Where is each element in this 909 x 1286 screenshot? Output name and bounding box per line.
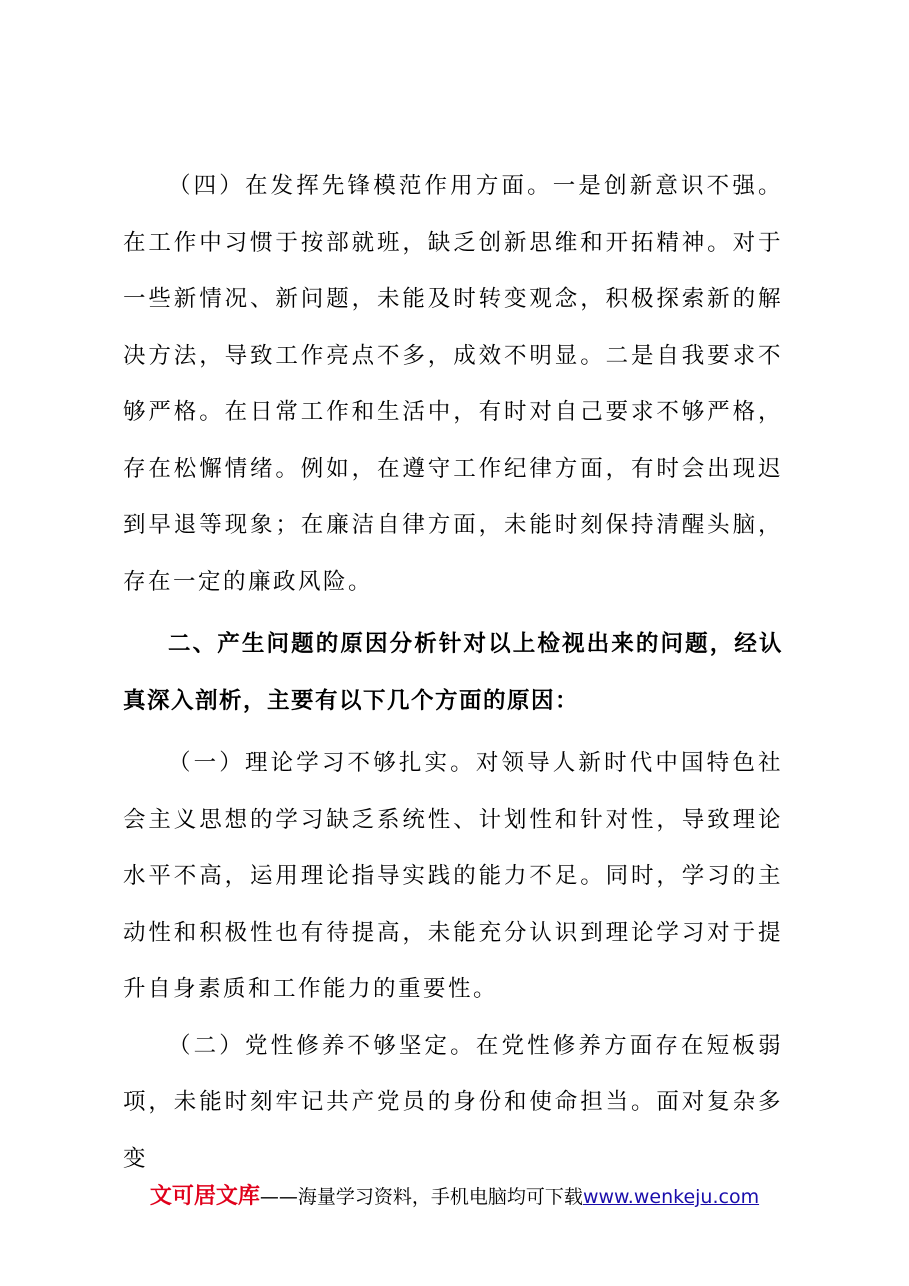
paragraph-theory-study: （一）理论学习不够扎实。对领导人新时代中国特色社会主义思想的学习缺乏系统性、计划性和针对性，导致理论水平不高，运用理论指导实践的能力不足。同时，学习的主动性和积极性也有待提高，未能充分认识到理论学习对于提升自身素质和工作能力的重要性。: [123, 750, 783, 1002]
section-heading-cause-analysis: 二、产生问题的原因分析针对以上检视出来的问题，经认真深入剖析，主要有以下几个方面的原因：: [123, 631, 783, 714]
footer-slogan: 海量学习资料，手机电脑均可下载: [297, 1186, 583, 1208]
footer-brand: 文可居文库: [149, 1184, 260, 1209]
footer-website-link[interactable]: www.wenkeju.com: [582, 1186, 760, 1208]
document-body: [123, 158, 783, 1187]
paragraph-pioneer-role: （四）在发挥先锋模范作用方面。一是创新意识不强。在工作中习惯于按部就班，缺乏创新思维和开拓精神。对于一些新情况、新问题，未能及时转变观念，积极探索新的解决方法，导致工作亮点不多，成效不明显。二是自我要求不够严格。在日常工作和生活中，有时对自己要求不够严格，存在松懈情绪。例如，在遵守工作纪律方面，有时会出现迟到早退等现象；在廉洁自律方面，未能时刻保持清醒头脑，存在一定的廉政风险。: [123, 173, 783, 595]
footer-banner: [0, 1182, 909, 1212]
paragraph-party-cultivation: （二）党性修养不够坚定。在党性修养方面存在短板弱项，未能时刻牢记共产党员的身份和使命担当。面对复杂多变: [123, 1032, 783, 1172]
footer-dash: ——: [259, 1186, 298, 1208]
